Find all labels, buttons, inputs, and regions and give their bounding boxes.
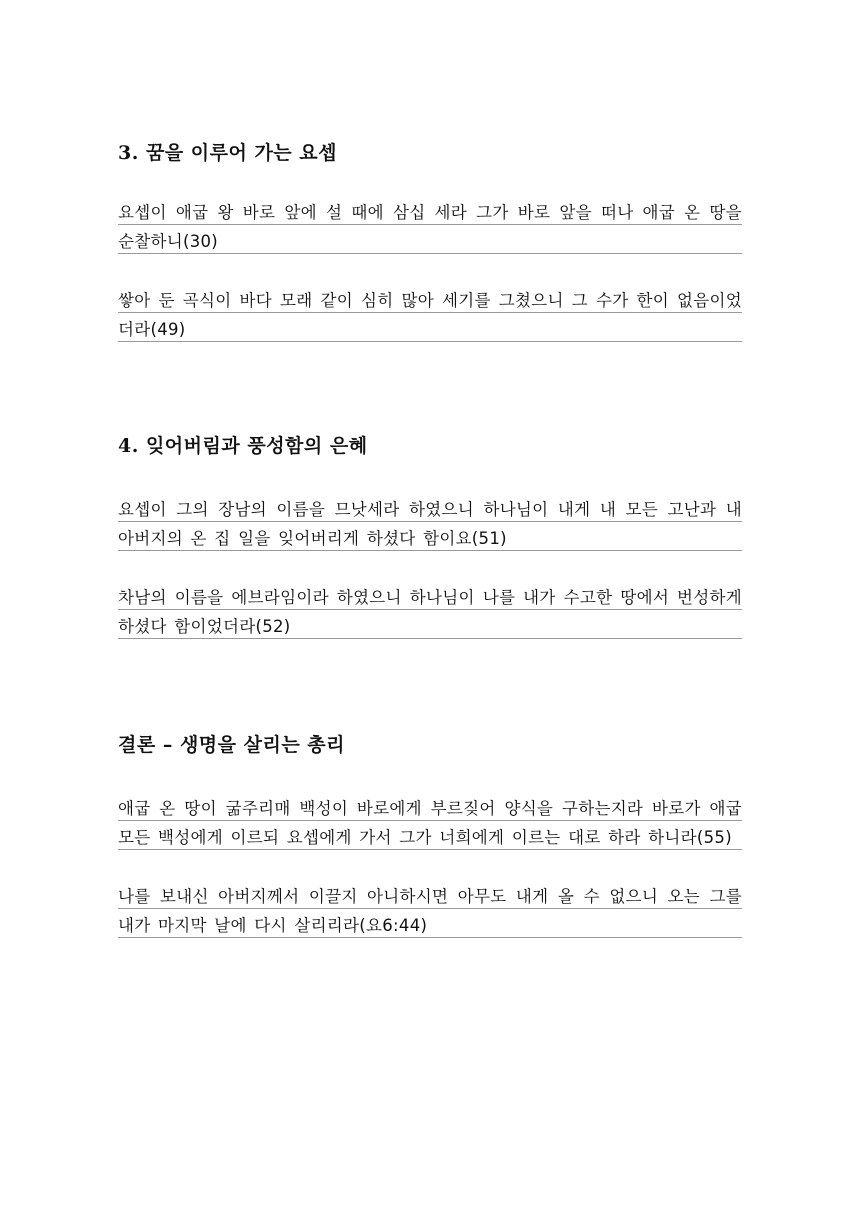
paragraph-verse-51: 요셉이 그의 장남의 이름을 므낫세라 하였으니 하나님이 내게 내 모든 고난과 내 아버지의 온 집 일을 잊어버리게 하셨다 함이요(51) bbox=[118, 495, 742, 553]
section-heading-joseph-fulfilling-dream: 3. 꿈을 이루어 가는 요셉 bbox=[118, 142, 337, 164]
paragraph-verse-49: 쌓아 둔 곡식이 바다 모래 같이 심히 많아 세기를 그쳤으니 그 수가 한이 없음이었더라(49) bbox=[118, 286, 742, 344]
paragraph-john-6-44: 나를 보내신 아버지께서 이끌지 아니하시면 아무도 내게 올 수 없으니 오는 그를 내가 마지막 날에 다시 살리리라(요6:44) bbox=[118, 882, 742, 940]
paragraph-verse-30: 요셉이 애굽 왕 바로 앞에 설 때에 삼십 세라 그가 바로 앞을 떠나 애굽 온 땅을 순찰하니(30) bbox=[118, 198, 742, 256]
section-heading-conclusion: 결론 – 생명을 살리는 총리 bbox=[118, 734, 345, 756]
document-body bbox=[118, 138, 742, 940]
section-heading-forgetting-and-abundance: 4. 잊어버림과 풍성함의 은혜 bbox=[118, 435, 368, 457]
paragraph-verse-52: 차남의 이름을 에브라임이라 하였으니 하나님이 나를 내가 수고한 땅에서 번성하게 하셨다 함이었더라(52) bbox=[118, 583, 742, 641]
paragraph-verse-55: 애굽 온 땅이 굶주리매 백성이 바로에게 부르짖어 양식을 구하는지라 바로가 애굽 모든 백성에게 이르되 요셉에게 가서 그가 너희에게 이르는 대로 하라 하니라(55) bbox=[118, 794, 742, 852]
